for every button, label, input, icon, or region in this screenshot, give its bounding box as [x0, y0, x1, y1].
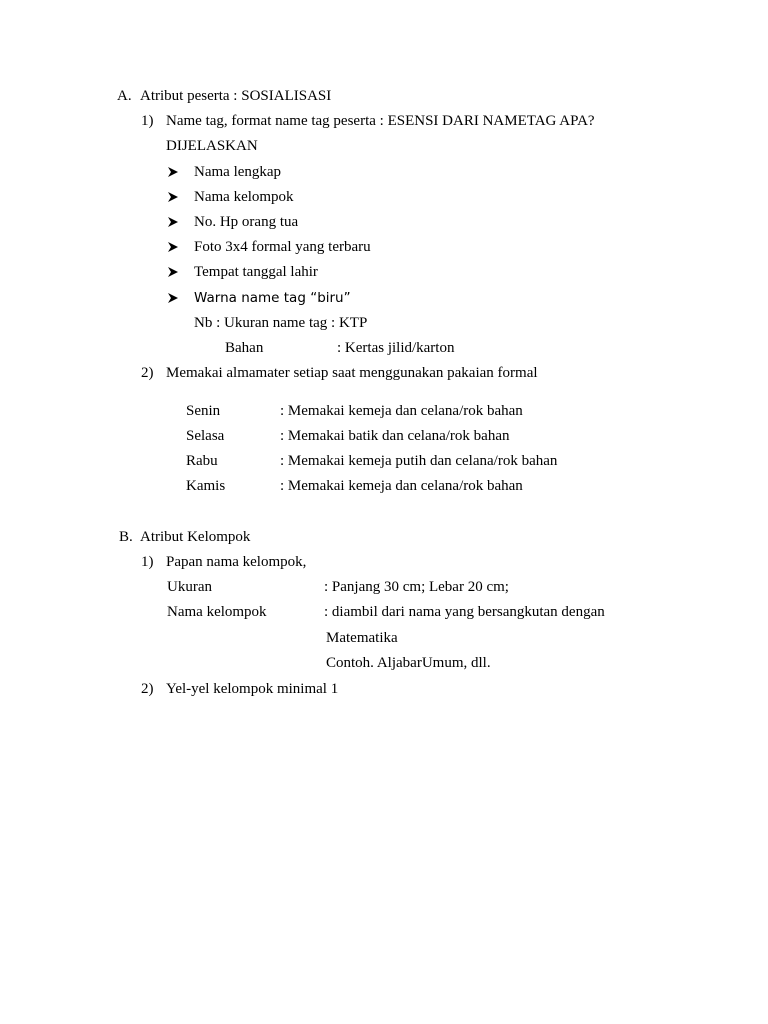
arrow-bullet-icon — [167, 216, 179, 228]
schedule-day: Rabu — [186, 453, 218, 469]
schedule-desc: : Memakai kemeja dan celana/rok bahan — [280, 403, 523, 419]
bullet-item: Warna name tag “biru” — [194, 290, 351, 306]
name-tag-size-note: Nb : Ukuran name tag : KTP — [194, 315, 368, 331]
papan-row-label: Nama kelompok — [167, 604, 267, 620]
section-a-item2-text: Memakai almamater setiap saat menggunakan pakaian formal — [166, 365, 538, 381]
arrow-bullet-icon — [167, 166, 179, 178]
papan-row-value: : Panjang 30 cm; Lebar 20 cm; — [324, 579, 509, 595]
schedule-day: Kamis — [186, 478, 226, 494]
section-a-item1-continuation: DIJELASKAN — [166, 138, 258, 154]
schedule-day: Senin — [186, 403, 221, 419]
section-a-item1-text: Name tag, format name tag peserta : ESENSI DARI NAMETAG APA? — [166, 113, 595, 129]
section-b-marker: B. — [119, 529, 133, 545]
section-a-title: Atribut peserta : SOSIALISASI — [140, 88, 332, 104]
schedule-desc: : Memakai batik dan celana/rok bahan — [280, 428, 510, 444]
arrow-bullet-icon — [167, 191, 179, 203]
arrow-bullet-icon — [167, 241, 179, 253]
bullet-item: Tempat tanggal lahir — [194, 264, 318, 280]
section-b-item2-number: 2) — [141, 681, 154, 697]
papan-example: Contoh. AljabarUmum, dll. — [326, 655, 491, 671]
bullet-item: No. Hp orang tua — [194, 214, 299, 230]
bahan-label: Bahan — [225, 340, 264, 356]
arrow-bullet-icon — [167, 266, 179, 278]
section-b-item1-text: Papan nama kelompok, — [166, 554, 307, 570]
papan-row-label: Ukuran — [167, 579, 212, 595]
section-a-marker: A. — [117, 88, 132, 104]
bullet-item: Nama lengkap — [194, 164, 282, 180]
bullet-item: Foto 3x4 formal yang terbaru — [194, 239, 371, 255]
papan-value-continuation: Matematika — [326, 630, 398, 646]
bullet-item: Nama kelompok — [194, 189, 294, 205]
section-a-item2-number: 2) — [141, 365, 154, 381]
section-b-item2-text: Yel-yel kelompok minimal 1 — [166, 681, 339, 697]
section-b-item1-number: 1) — [141, 554, 154, 570]
section-b-title: Atribut Kelompok — [140, 529, 251, 545]
section-a-item1-number: 1) — [141, 113, 154, 129]
schedule-desc: : Memakai kemeja putih dan celana/rok bahan — [280, 453, 558, 469]
papan-row-value: : diambil dari nama yang bersangkutan dengan — [324, 604, 605, 620]
bahan-value: : Kertas jilid/karton — [337, 340, 455, 356]
schedule-desc: : Memakai kemeja dan celana/rok bahan — [280, 478, 523, 494]
schedule-day: Selasa — [186, 428, 225, 444]
arrow-bullet-icon — [167, 292, 179, 304]
